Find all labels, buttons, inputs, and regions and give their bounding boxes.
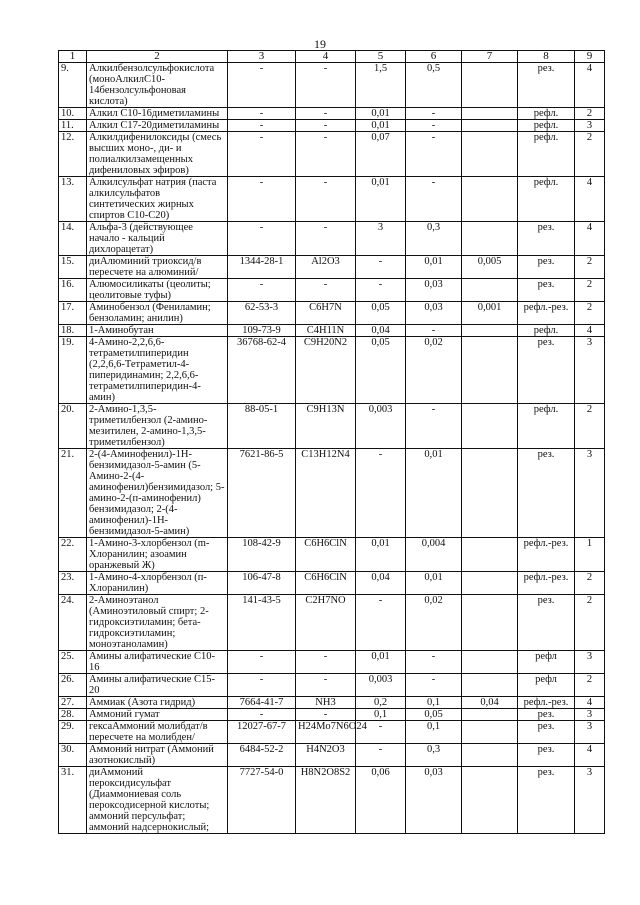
row-number: 9. — [59, 63, 87, 108]
chemical-formula: - — [296, 132, 356, 177]
table-row — [59, 767, 605, 834]
substance-name: Амины алифатические C10-16 — [87, 651, 228, 674]
value-col-7 — [462, 744, 518, 767]
header-row — [59, 51, 605, 63]
chemical-formula: C9H13N — [296, 404, 356, 449]
table-row — [59, 63, 605, 108]
substance-name: Алкил C10-16диметиламины — [87, 108, 228, 120]
value-col-6: - — [406, 674, 462, 697]
row-number: 28. — [59, 709, 87, 721]
hazard-class: 3 — [575, 120, 605, 132]
effect-type: рефл. — [518, 120, 575, 132]
table-row — [59, 108, 605, 120]
hazard-class: 3 — [575, 721, 605, 744]
cas-number: - — [228, 222, 296, 256]
chemical-formula: - — [296, 709, 356, 721]
value-col-5: 0,01 — [356, 538, 406, 572]
hazard-class: 2 — [575, 132, 605, 177]
value-col-5: 0,05 — [356, 302, 406, 325]
column-header: 5 — [356, 51, 406, 63]
effect-type: рез. — [518, 449, 575, 538]
chemical-formula: - — [296, 108, 356, 120]
value-col-6: - — [406, 404, 462, 449]
value-col-5: 0,05 — [356, 337, 406, 404]
value-col-6: 0,05 — [406, 709, 462, 721]
chemical-formula: H4N2O3 — [296, 744, 356, 767]
cas-number: 36768-62-4 — [228, 337, 296, 404]
cas-number: 6484-52-2 — [228, 744, 296, 767]
hazard-class: 2 — [575, 256, 605, 279]
value-col-7 — [462, 404, 518, 449]
row-number: 24. — [59, 595, 87, 651]
value-col-6: 0,02 — [406, 337, 462, 404]
row-number: 11. — [59, 120, 87, 132]
hazard-class: 3 — [575, 709, 605, 721]
value-col-5: - — [356, 595, 406, 651]
table-row — [59, 697, 605, 709]
value-col-6: 0,1 — [406, 721, 462, 744]
column-header: 7 — [462, 51, 518, 63]
value-col-5: 1,5 — [356, 63, 406, 108]
value-col-5: 0,06 — [356, 767, 406, 834]
row-number: 20. — [59, 404, 87, 449]
table-row — [59, 572, 605, 595]
hazard-class: 4 — [575, 177, 605, 222]
table-row — [59, 120, 605, 132]
table-row — [59, 674, 605, 697]
row-number: 10. — [59, 108, 87, 120]
cas-number: 88-05-1 — [228, 404, 296, 449]
hazard-class: 2 — [575, 302, 605, 325]
effect-type: рез. — [518, 222, 575, 256]
value-col-5: 0,04 — [356, 325, 406, 337]
value-col-6: 0,03 — [406, 767, 462, 834]
chemical-formula: - — [296, 120, 356, 132]
table-row — [59, 651, 605, 674]
hazard-class: 3 — [575, 449, 605, 538]
row-number: 12. — [59, 132, 87, 177]
chemical-formula: NH3 — [296, 697, 356, 709]
substance-name: Алкилбензолсульфокислота (моноАлкилС10-14бензолсульфоновая кислота) — [87, 63, 228, 108]
value-col-6: 0,5 — [406, 63, 462, 108]
substance-name: Амины алифатические C15-20 — [87, 674, 228, 697]
effect-type: рефл. — [518, 404, 575, 449]
page-number: 19 — [314, 37, 326, 51]
table-row — [59, 595, 605, 651]
substance-name: Аммоний нитрат (Аммоний азотнокислый) — [87, 744, 228, 767]
value-col-6: 0,004 — [406, 538, 462, 572]
cas-number: 12027-67-7 — [228, 721, 296, 744]
substance-name: гексаАммоний молибдат/в пересчете на молибден/ — [87, 721, 228, 744]
value-col-7 — [462, 709, 518, 721]
cas-number: - — [228, 132, 296, 177]
substances-table — [58, 50, 605, 834]
substance-name: Аминобензол (Фениламин; бензоламин; анилин) — [87, 302, 228, 325]
table-row — [59, 744, 605, 767]
table-row — [59, 404, 605, 449]
value-col-7: 0,04 — [462, 697, 518, 709]
substance-name: 2-Аминоэтанол (Аминоэтиловый спирт; 2-гидроксиэтиламин; бета-гидроксиэтиламин; моноэтаноламин) — [87, 595, 228, 651]
cas-number: 1344-28-1 — [228, 256, 296, 279]
hazard-class: 2 — [575, 279, 605, 302]
table-row — [59, 177, 605, 222]
chemical-formula: - — [296, 279, 356, 302]
value-col-7 — [462, 674, 518, 697]
column-header: 4 — [296, 51, 356, 63]
cas-number: 141-43-5 — [228, 595, 296, 651]
row-number: 15. — [59, 256, 87, 279]
value-col-5: 0,01 — [356, 177, 406, 222]
hazard-class: 3 — [575, 767, 605, 834]
cas-number: 7727-54-0 — [228, 767, 296, 834]
value-col-7 — [462, 177, 518, 222]
table-row — [59, 721, 605, 744]
substance-name: 2-(4-Аминофенил)-1Н-бензимидазол-5-амин (5-Амино-2-(4-аминофенил)бензимидазол; 5-амино-2-(п-аминофенил) бензимидазол; 2-(4-аминофенил)-1Н-бензимидазол-5-амин) — [87, 449, 228, 538]
value-col-5: 0,003 — [356, 404, 406, 449]
substance-name: Алюмосиликаты (цеолиты; цеолитовые туфы) — [87, 279, 228, 302]
table-body — [59, 63, 605, 834]
value-col-7 — [462, 449, 518, 538]
chemical-formula: Al2O3 — [296, 256, 356, 279]
column-header: 8 — [518, 51, 575, 63]
value-col-7: 0,005 — [462, 256, 518, 279]
row-number: 26. — [59, 674, 87, 697]
cas-number: 62-53-3 — [228, 302, 296, 325]
row-number: 21. — [59, 449, 87, 538]
hazard-class: 2 — [575, 404, 605, 449]
value-col-6: - — [406, 325, 462, 337]
table-row — [59, 256, 605, 279]
value-col-5: 0,07 — [356, 132, 406, 177]
value-col-5: 0,1 — [356, 709, 406, 721]
value-col-6: 0,3 — [406, 222, 462, 256]
effect-type: рефл. — [518, 132, 575, 177]
cas-number: 109-73-9 — [228, 325, 296, 337]
cas-number: - — [228, 177, 296, 222]
chemical-formula: C9H20N2 — [296, 337, 356, 404]
value-col-7 — [462, 572, 518, 595]
cas-number: - — [228, 651, 296, 674]
value-col-6: 0,01 — [406, 449, 462, 538]
value-col-6: 0,03 — [406, 279, 462, 302]
value-col-5: - — [356, 744, 406, 767]
table-row — [59, 325, 605, 337]
row-number: 17. — [59, 302, 87, 325]
hazard-class: 4 — [575, 744, 605, 767]
substance-name: Алкилдифенилоксиды (смесь высших моно-, ди- и полиалкилзамещенных дифениловых эфиров) — [87, 132, 228, 177]
hazard-class: 4 — [575, 63, 605, 108]
substance-name: 1-Аминобутан — [87, 325, 228, 337]
hazard-class: 2 — [575, 595, 605, 651]
value-col-7 — [462, 651, 518, 674]
chemical-formula: - — [296, 222, 356, 256]
value-col-7 — [462, 767, 518, 834]
substance-name: 2-Амино-1,3,5-триметилбензол (2-амино-мезитилен, 2-амино-1,3,5-триметилбензол) — [87, 404, 228, 449]
effect-type: рез. — [518, 63, 575, 108]
effect-type: рефл. — [518, 108, 575, 120]
cas-number: 108-42-9 — [228, 538, 296, 572]
cas-number: - — [228, 120, 296, 132]
substance-name: 4-Амино-2,2,6,6-тетраметилпиперидин (2,2,6,6-Тетраметил-4-пиперидинамин; 2,2,6,6-тетраметилпиперидин-4-амин) — [87, 337, 228, 404]
value-col-5: 0,01 — [356, 651, 406, 674]
substance-name: 1-Амино-3-хлорбензол (m-Хлоранилин; азоамин оранжевый Ж) — [87, 538, 228, 572]
table-row — [59, 279, 605, 302]
effect-type: рефл — [518, 651, 575, 674]
effect-type: рефл. — [518, 177, 575, 222]
row-number: 13. — [59, 177, 87, 222]
row-number: 30. — [59, 744, 87, 767]
substance-name: диАлюминий триоксид/в пересчете на алюминий/ — [87, 256, 228, 279]
chemical-formula: C6H6ClN — [296, 572, 356, 595]
value-col-6: - — [406, 651, 462, 674]
substance-name: Алкил C17-20диметиламины — [87, 120, 228, 132]
column-header: 9 — [575, 51, 605, 63]
value-col-6: - — [406, 108, 462, 120]
value-col-7 — [462, 108, 518, 120]
substance-name: Аммоний гумат — [87, 709, 228, 721]
column-header: 2 — [87, 51, 228, 63]
table-row — [59, 337, 605, 404]
hazard-class: 2 — [575, 674, 605, 697]
substance-name: Альфа-3 (действующее начало - кальций дихлорацетат) — [87, 222, 228, 256]
value-col-6: 0,01 — [406, 256, 462, 279]
table-row — [59, 302, 605, 325]
row-number: 23. — [59, 572, 87, 595]
hazard-class: 2 — [575, 108, 605, 120]
cas-number: 106-47-8 — [228, 572, 296, 595]
value-col-6: 0,03 — [406, 302, 462, 325]
value-col-6: 0,3 — [406, 744, 462, 767]
effect-type: рез. — [518, 337, 575, 404]
value-col-6: - — [406, 132, 462, 177]
value-col-7 — [462, 63, 518, 108]
row-number: 25. — [59, 651, 87, 674]
cas-number: - — [228, 709, 296, 721]
value-col-6: 0,1 — [406, 697, 462, 709]
cas-number: - — [228, 279, 296, 302]
hazard-class: 3 — [575, 337, 605, 404]
value-col-7 — [462, 337, 518, 404]
value-col-7 — [462, 132, 518, 177]
cas-number: - — [228, 674, 296, 697]
value-col-5: 0,01 — [356, 120, 406, 132]
substance-name: Аммиак (Азота гидрид) — [87, 697, 228, 709]
value-col-6: 0,02 — [406, 595, 462, 651]
effect-type: рез. — [518, 709, 575, 721]
table-row — [59, 709, 605, 721]
value-col-5: 0,003 — [356, 674, 406, 697]
value-col-5: - — [356, 279, 406, 302]
value-col-7 — [462, 721, 518, 744]
chemical-formula: H24Mo7N6O24 — [296, 721, 356, 744]
chemical-formula: C13H12N4 — [296, 449, 356, 538]
chemical-formula: - — [296, 177, 356, 222]
cas-number: - — [228, 108, 296, 120]
chemical-formula: - — [296, 674, 356, 697]
effect-type: рефл.-рез. — [518, 538, 575, 572]
substance-name: Алкилсульфат натрия (паста алкилсульфатов синтетических жирных спиртов С10-С20) — [87, 177, 228, 222]
column-header: 1 — [59, 51, 87, 63]
row-number: 19. — [59, 337, 87, 404]
effect-type: рез. — [518, 595, 575, 651]
table-row — [59, 222, 605, 256]
chemical-formula: - — [296, 63, 356, 108]
value-col-7 — [462, 538, 518, 572]
value-col-6: 0,01 — [406, 572, 462, 595]
chemical-formula: H8N2O8S2 — [296, 767, 356, 834]
hazard-class: 2 — [575, 572, 605, 595]
hazard-class: 4 — [575, 325, 605, 337]
column-header: 6 — [406, 51, 462, 63]
row-number: 14. — [59, 222, 87, 256]
hazard-class: 1 — [575, 538, 605, 572]
row-number: 22. — [59, 538, 87, 572]
row-number: 31. — [59, 767, 87, 834]
value-col-5: 3 — [356, 222, 406, 256]
effect-type: рез. — [518, 767, 575, 834]
hazard-class: 3 — [575, 651, 605, 674]
value-col-5: 0,01 — [356, 108, 406, 120]
effect-type: рез. — [518, 744, 575, 767]
effect-type: рефл.-рез. — [518, 572, 575, 595]
value-col-5: - — [356, 256, 406, 279]
substance-name: 1-Амино-4-хлорбензол (п-Хлоранилин) — [87, 572, 228, 595]
value-col-7 — [462, 120, 518, 132]
effect-type: рефл.-рез. — [518, 302, 575, 325]
effect-type: рефл.-рез. — [518, 697, 575, 709]
chemical-formula: C6H6ClN — [296, 538, 356, 572]
effect-type: рефл — [518, 674, 575, 697]
chemical-formula: - — [296, 651, 356, 674]
effect-type: рез. — [518, 721, 575, 744]
effect-type: рефл. — [518, 325, 575, 337]
row-number: 27. — [59, 697, 87, 709]
table-row — [59, 538, 605, 572]
effect-type: рез. — [518, 279, 575, 302]
cas-number: 7621-86-5 — [228, 449, 296, 538]
value-col-6: - — [406, 120, 462, 132]
value-col-7 — [462, 325, 518, 337]
value-col-7 — [462, 222, 518, 256]
value-col-5: - — [356, 449, 406, 538]
effect-type: рез. — [518, 256, 575, 279]
hazard-class: 4 — [575, 697, 605, 709]
cas-number: 7664-41-7 — [228, 697, 296, 709]
chemical-formula: C2H7NO — [296, 595, 356, 651]
value-col-6: - — [406, 177, 462, 222]
cas-number: - — [228, 63, 296, 108]
row-number: 29. — [59, 721, 87, 744]
table-row — [59, 449, 605, 538]
value-col-5: 0,2 — [356, 697, 406, 709]
value-col-5: - — [356, 721, 406, 744]
hazard-class: 4 — [575, 222, 605, 256]
substance-name: диАммоний пероксидисульфат (Диаммониевая соль пероксодисерной кислоты; аммоний персульфат; аммоний надсернокислый; — [87, 767, 228, 834]
chemical-formula: C4H11N — [296, 325, 356, 337]
value-col-7: 0,001 — [462, 302, 518, 325]
value-col-7 — [462, 595, 518, 651]
row-number: 16. — [59, 279, 87, 302]
table-row — [59, 132, 605, 177]
value-col-5: 0,04 — [356, 572, 406, 595]
row-number: 18. — [59, 325, 87, 337]
column-header: 3 — [228, 51, 296, 63]
chemical-formula: C6H7N — [296, 302, 356, 325]
value-col-7 — [462, 279, 518, 302]
